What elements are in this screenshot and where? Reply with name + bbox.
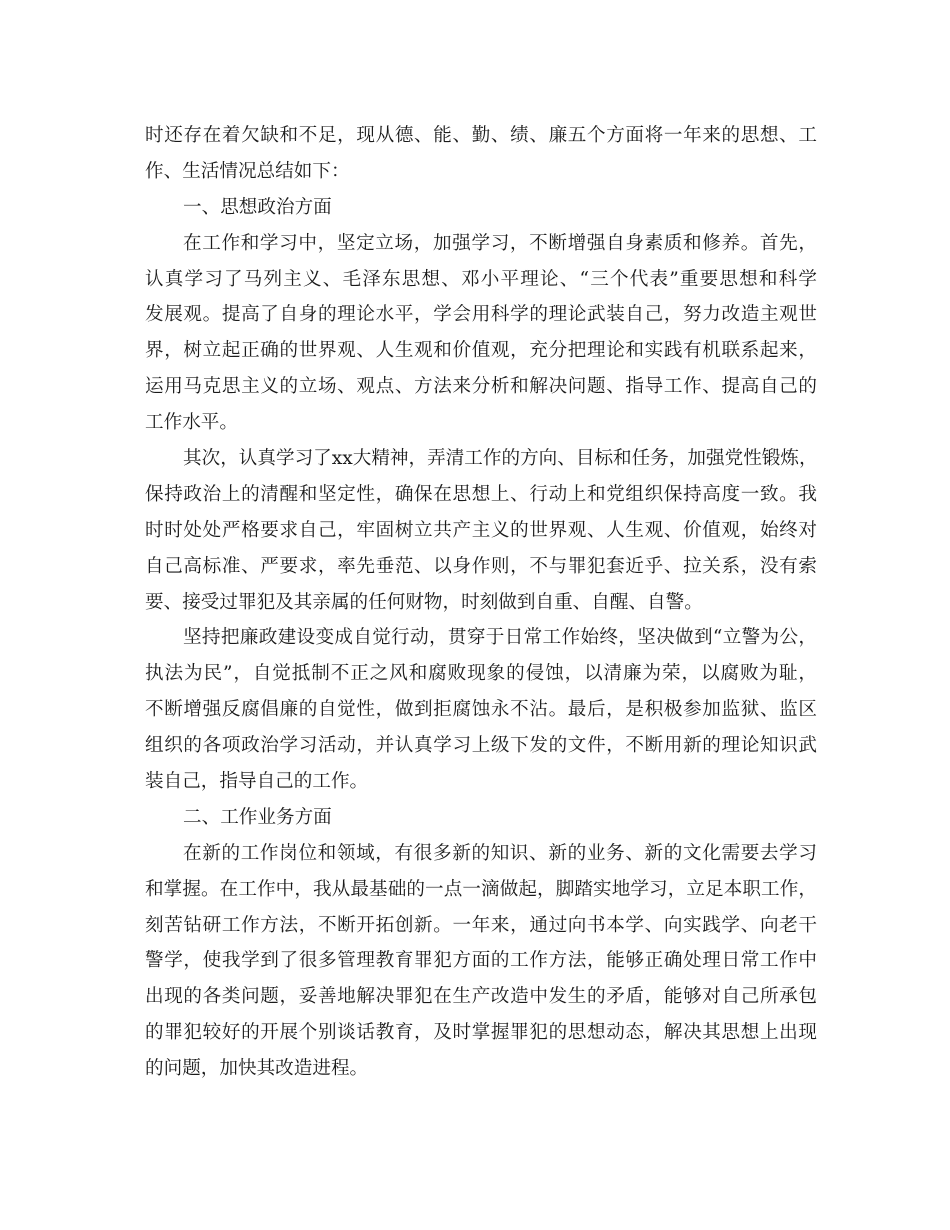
text-line: 在新的工作岗位和领域，有很多新的知识、新的业务、新的文化需要去学习 [183,842,817,864]
text-line: 组织的各项政治学习活动，并认真学习上级下发的文件，不断用新的理论知识武 [145,735,817,757]
text-line: 的问题，加快其改造进程。 [145,1058,369,1080]
text-line: 作、生活情况总结如下： [145,160,350,182]
text-line: 要、接受过罪犯及其亲属的任何财物，时刻做到自重、自醒、自警。 [145,591,703,613]
text-line: 时时处处严格要求自己，牢固树立共产主义的世界观、人生观、价值观，始终对 [145,519,817,541]
section-heading: 二、工作业务方面 [183,806,332,828]
text-line: 不断增强反腐倡廉的自觉性，做到拒腐蚀永不沾。最后，是积极参加监狱、监区 [145,699,817,721]
text-line: 和掌握。在工作中，我从最基础的一点一滴做起，脚踏实地学习，立足本职工作， [145,878,817,900]
text-line: 自己高标准、严要求，率先垂范、以身作则，不与罪犯套近乎、拉关系，没有索 [145,555,817,577]
text-line: 时还存在着欠缺和不足，现从德、能、勤、绩、廉五个方面将一年来的思想、工 [145,125,817,146]
text-line: 工作水平。 [145,412,238,434]
text-line: 坚持把廉政建设变成自觉行动，贯穿于日常工作始终，坚决做到“立警为公， [183,627,817,649]
text-line: 刻苦钻研工作方法，不断开拓创新。一年来，通过向书本学、向实践学、向老干 [145,914,817,936]
text-line: 出现的各类问题，妥善地解决罪犯在生产改造中发生的矛盾，能够对自己所承包 [145,986,817,1008]
text-line: 界，树立起正确的世界观、人生观和价值观，充分把理论和实践有机联系起来， [145,340,817,362]
text-line: 执法为民”，自觉抵制不正之风和腐败现象的侵蚀，以清廉为荣，以腐败为耻， [145,663,817,685]
text-line: 发展观。提高了自身的理论水平，学会用科学的理论武装自己，努力改造主观世 [145,304,817,326]
text-line: 保持政治上的清醒和坚定性，确保在思想上、行动上和党组织保持高度一致。我 [145,483,817,505]
text-line: 在工作和学习中，坚定立场，加强学习，不断增强自身素质和修养。首先， [183,232,817,254]
text-line: 认真学习了马列主义、毛泽东思想、邓小平理论、“三个代表”重要思想和科学 [145,268,817,290]
text-line: 的罪犯较好的开展个别谈话教育，及时掌握罪犯的思想动态，解决其思想上出现 [145,1022,817,1044]
text-line: 其次，认真学习了xx大精神，弄清工作的方向、目标和任务，加强党性锻炼， [183,448,818,470]
text-line: 运用马克思主义的立场、观点、方法来分析和解决问题、指导工作、提高自己的 [145,376,817,398]
section-heading: 一、思想政治方面 [183,196,332,218]
text-line: 警学，使我学到了很多管理教育罪犯方面的工作方法，能够正确处理日常工作中 [145,950,817,972]
document-body [145,118,817,1087]
text-line: 装自己，指导自己的工作。 [145,771,369,793]
